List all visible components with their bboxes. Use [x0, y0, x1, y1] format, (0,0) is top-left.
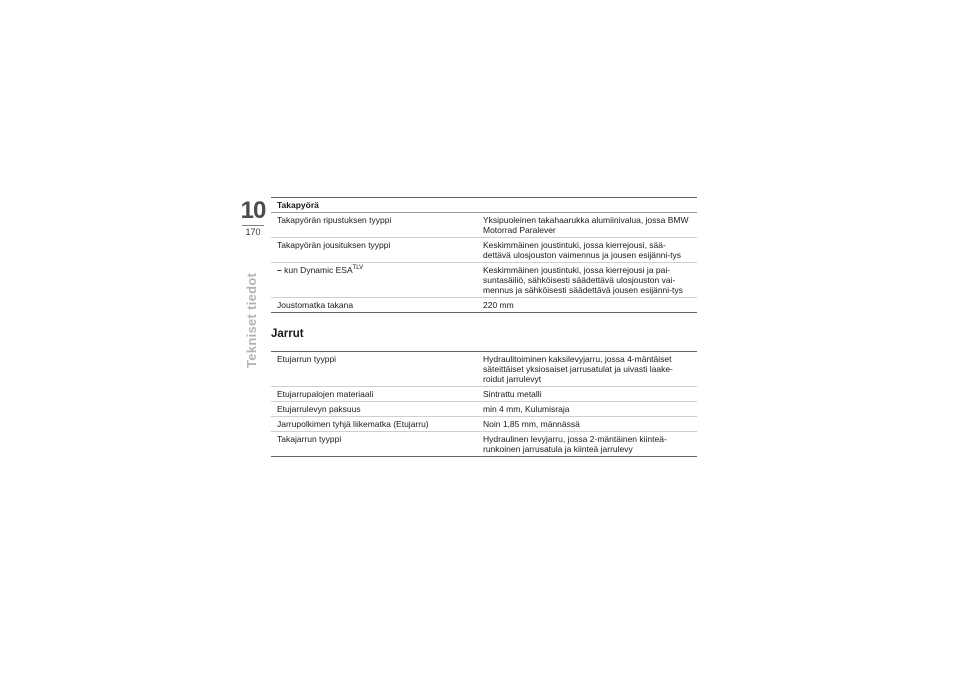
row-label: Etujarrulevyn paksuus — [277, 404, 361, 414]
row-value: Keskimmäinen joustintuki, jossa kierrejousi ja pai-suntasäiliö, sähköisesti säädettävä ulosjouston vai-mennus ja sähköisesti säädettävä jousen esijänni-tys — [483, 265, 683, 295]
chapter-number: 10 — [240, 197, 266, 224]
table-row — [271, 432, 697, 457]
section-title: Jarrut — [271, 328, 304, 340]
row-label: Takajarrun tyyppi — [277, 434, 342, 444]
table-row — [271, 417, 697, 432]
list-dash: – — [277, 265, 282, 275]
row-label-text: kun Dynamic ESA — [284, 265, 353, 275]
brakes-table — [271, 351, 697, 457]
table-row — [271, 402, 697, 417]
row-value: Hydraulitoiminen kaksilevyjarru, jossa 4-mäntäiset säteittäiset yksiosaiset jarrusatulat ja uivasti laake-roidut jarrulevyt — [483, 354, 673, 384]
row-label: Etujarrun tyyppi — [277, 354, 337, 364]
row-label: Joustomatka takana — [277, 300, 354, 310]
row-label: Takapyörän jousituksen tyyppi — [277, 240, 391, 250]
row-value: Keskimmäinen joustintuki, jossa kierrejousi, sää-dettävä ulosjouston vaimennus ja jousen esijänni-tys — [483, 240, 681, 260]
page-number: 170 — [245, 227, 261, 237]
table-row — [271, 387, 697, 402]
chapter-divider — [242, 225, 264, 226]
table-row — [271, 263, 697, 298]
row-label: Jarrupolkimen tyhjä liikematka (Etujarru) — [277, 419, 429, 429]
row-label — [271, 265, 483, 295]
table-row — [271, 352, 697, 387]
row-value: Sintrattu metalli — [483, 389, 542, 399]
row-label: Takapyörän ripustuksen tyyppi — [277, 215, 392, 225]
row-value: 220 mm — [483, 300, 514, 310]
table-row — [271, 213, 697, 238]
table-row — [271, 238, 697, 263]
row-value: min 4 mm, Kulumisraja — [483, 404, 570, 414]
row-label: Etujarrupalojen materiaali — [277, 389, 374, 399]
row-value: Hydraulinen levyjarru, jossa 2-mäntäinen kiinteä-runkoinen jarrusatula ja kiinteä jarrulevy — [483, 434, 667, 454]
row-value: Noin 1,85 mm, männässä — [483, 419, 580, 429]
rear-wheel-table — [271, 197, 697, 313]
row-label-superscript: TLV — [352, 265, 364, 272]
table-row — [271, 298, 697, 313]
content-area — [271, 197, 697, 457]
table-title: Takapyörä — [271, 198, 697, 213]
row-value: Yksipuoleinen takahaarukka alumiinivalua, jossa BMW Motorrad Paralever — [483, 215, 689, 235]
side-chapter-title: Tekniset tiedot — [244, 272, 259, 368]
